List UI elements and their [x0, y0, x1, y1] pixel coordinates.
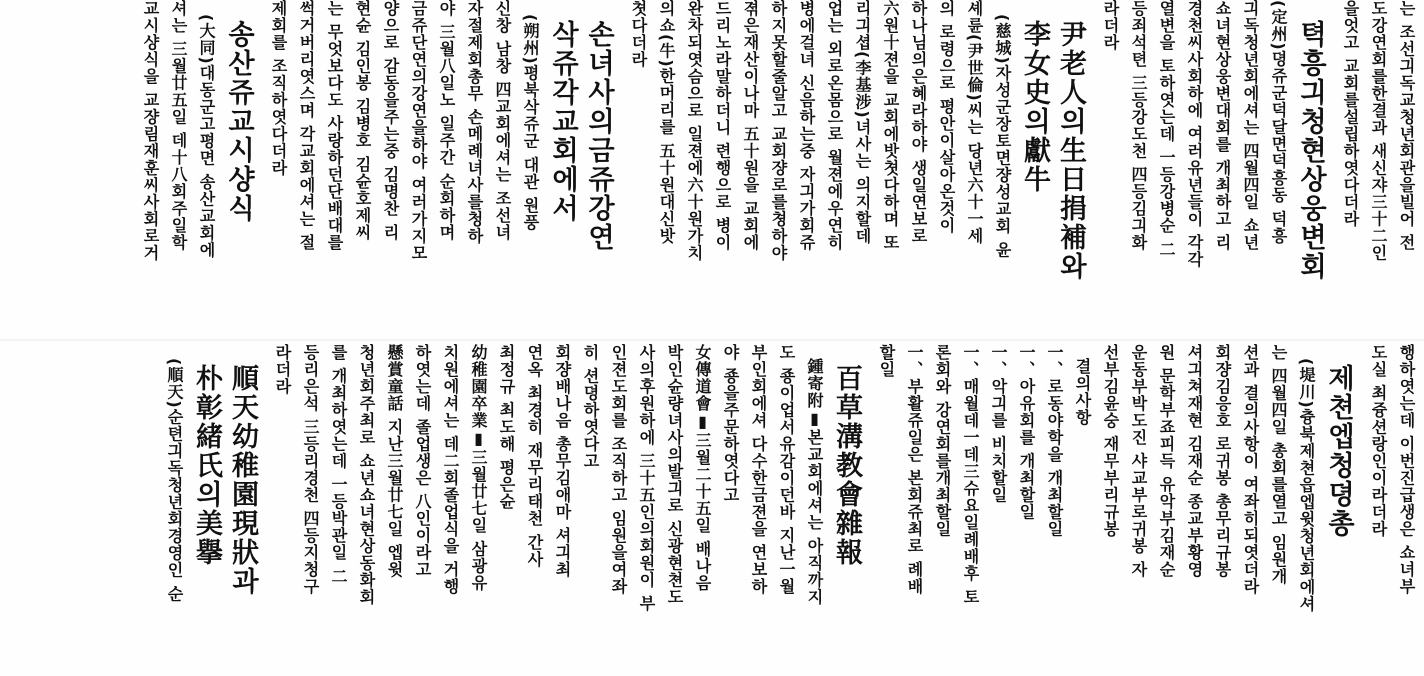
- text-column: 를 개최하엿는데 一등박관일 二: [329, 344, 348, 585]
- text-column: 원 문학부죠피득 유악부김재순: [1157, 344, 1176, 579]
- text-column: 치원에셔는 데二회졸업식을 거행: [441, 344, 460, 596]
- text-column: 운동부박도진 샤교부로귀봉 자: [1129, 344, 1148, 579]
- text-column: 열변을 토하엿는데 一등강병순 二: [1157, 0, 1176, 258]
- text-column: 懸賞童話 지난三월廿七일 엡윗: [385, 344, 404, 579]
- text-column: 인젼도회를 조직하고 임원을여좌: [609, 344, 628, 596]
- article-headline: 百草溝教會雜報: [831, 364, 862, 567]
- text-column: 야 三월八일노 일주간 순회하며: [437, 0, 456, 241]
- text-column: 라더라: [273, 344, 292, 395]
- text-column: 선부김윤숭 재무부리규봉: [1101, 344, 1120, 538]
- text-column: 하지못할줄알고 교회쟝로를쳥하야: [769, 0, 788, 262]
- text-column: 하엿는데 졸업생은 八인이라고: [413, 344, 432, 579]
- text-column: 히 션뎡하엿다고: [581, 344, 600, 470]
- text-column: 一、악긔를 비치할일: [989, 344, 1008, 504]
- text-column: (慈城)자성군장토면쟝성교회 윤: [993, 14, 1012, 259]
- text-column: 셔긔쳐재현 김재순 종교부황영: [1185, 344, 1204, 579]
- text-column: 야 죵을주문하엿다고: [721, 344, 740, 504]
- text-column: 론회와 강연회를개최할일: [933, 344, 952, 538]
- text-column: 一、로동야학을 개최할일: [1045, 344, 1064, 538]
- text-column: (定州)뎡쥬군덕달면덕흥동 덕흥: [1269, 0, 1288, 245]
- text-column: 一、부활쥬일은 본회쥬최로 례배: [905, 344, 924, 596]
- article-headline: 李女史의獻牛: [1019, 20, 1050, 194]
- text-column: 부인회에셔 다수한금젼을 연보하: [749, 344, 768, 596]
- text-column: 업는 외로온몸으로 월젼에우연히: [825, 0, 844, 252]
- text-column: 션과 결의사항이 여좌히되엿더라: [1241, 344, 1260, 596]
- text-column: 쇼녀현상웅변대회를 개최하고 리: [1213, 0, 1232, 252]
- text-column: 의 로령으로 평안이살아온것이: [937, 0, 956, 235]
- text-column: 도강연회를한결과 새신쟈三十二인: [1369, 0, 1388, 262]
- text-column: 병에걸녀 신음하는중 자긔가회쥬: [797, 0, 816, 252]
- text-column: 양으로 감동을주는중 김명찬 리: [381, 0, 400, 241]
- text-column: 등죄석텬 三등강도천 四등김긔화: [1129, 0, 1148, 252]
- text-column: (朔州)평북삭쥬군 대관 원풍: [521, 14, 540, 231]
- text-column: 鍾寄附▮본교회에셔는 아직까지: [805, 358, 824, 606]
- text-column: 할일: [877, 344, 896, 378]
- text-column: 긔독청년회에셔는 四월四일 쇼년: [1241, 0, 1260, 252]
- article-headline: 삭쥬각교회에서: [547, 20, 578, 223]
- text-column: 완차되엿슴으로 일젼에六十원가치: [685, 0, 704, 262]
- text-column: 금쥬단연의강연을하야 여러가지모: [409, 0, 428, 262]
- text-column: 쳣다더라: [629, 0, 648, 68]
- text-column: 결의사항: [1073, 358, 1092, 426]
- text-column: 셔는 三월廿五일 데十八회주일학: [169, 0, 188, 252]
- text-column: 자절제회총무 손메례녀사를청하: [465, 0, 484, 245]
- text-column: 청년회주최로 쇼년쇼녀현상동화회: [357, 344, 376, 606]
- article-headline: 尹老人의生日捐補와: [1055, 20, 1086, 281]
- text-column: 도 죵이업서유감이던바 지난一월: [777, 344, 796, 596]
- text-column: 회쟝김응호 로귀봉 총무리규봉: [1213, 344, 1232, 579]
- upper-article-band: [0, 0, 1424, 336]
- article-headline: 손녀사의금쥬강연: [583, 20, 614, 252]
- text-column: 연옥 최경히 재무리태천 간사: [525, 344, 544, 568]
- text-column: 一、아유회를 개최할일: [1017, 344, 1036, 521]
- text-column: 을엇고 교회를설립하엿다더라: [1341, 0, 1360, 228]
- lower-article-band: [0, 344, 1424, 676]
- text-column: 는 조선긔독교청년회관을빌어 전: [1397, 0, 1416, 252]
- text-column: 六원十젼을 교회에밧쳣다하며 또: [881, 0, 900, 252]
- text-column: 一、매월데一데三슈요일례배후 토: [961, 344, 980, 606]
- text-column: 젺은재산이나마 五十원을 교회에: [741, 0, 760, 252]
- text-column: 사의후원하에 三十五인의회원이 부: [637, 344, 656, 613]
- text-column: 는 무엇보다도 사랑하던단배대를: [325, 0, 344, 252]
- article-headline: 텩흥긔청현상웅변회: [1295, 20, 1326, 281]
- text-column: 리긔셥(李基涉)녀사는 의지할데: [853, 0, 872, 245]
- text-column: 경천씨사회하에 여러유년들이 각각: [1185, 0, 1204, 269]
- text-column: 최정규 최도해 평은슌: [497, 344, 516, 511]
- band-divider: [0, 338, 1424, 342]
- article-headline: 朴彰緒氏의美擧: [191, 364, 222, 567]
- text-column: 썩거버리엿스며 각교회에셔는 절: [297, 0, 316, 252]
- text-column: 현슌 김인봉 김병호 김슌호제씨: [353, 0, 372, 241]
- text-column: 드리노라말하더니 련행으로 병이: [713, 0, 732, 252]
- text-column: 등리은석 三등리경천 四등지청구: [301, 344, 320, 596]
- text-column: 회쟝배나음 총무김애마 셔긔최: [553, 344, 572, 579]
- text-column: (大同)대동군고평면 송산교회에: [197, 14, 216, 259]
- text-column: (順天)순텬긔독청년회경영인 순: [165, 358, 184, 603]
- article-headline: 송산쥬교시샹식: [223, 20, 254, 223]
- text-column: 신창 남창 四교회에셔는 조선녀: [493, 0, 512, 241]
- text-column: 는 四월四일 총회를열고 임원개: [1269, 344, 1288, 585]
- text-column: 라더라: [1101, 0, 1120, 51]
- text-column: 하나님의은혜라하야 생일연보로: [909, 0, 928, 245]
- text-column: 교시샹식을 교쟝림재훈씨사회로거: [141, 0, 160, 262]
- text-column: 박인슌량녀사의발긔로 신광현쳔도: [665, 344, 684, 606]
- text-column: 제회를 조직하엿다더라: [269, 0, 288, 177]
- text-column: 幼稚園卒業▮三월廿七일 삼광유: [469, 344, 488, 592]
- text-column: (堤川)츙북제쳔읍엡윗청년회에셔: [1297, 358, 1316, 613]
- text-column: 의쇼(牛)한머리를 五十원대신밧: [657, 0, 676, 245]
- article-headline: 제쳔엡청뎡총: [1323, 364, 1354, 538]
- text-column: 셰륜(尹世倫)씨는 당년六十一세: [965, 0, 984, 245]
- text-column: 女傳道會▮三월二十五일 배나음: [693, 344, 712, 592]
- text-column: 행하엿는데 이번진급생은 쇼녀부: [1397, 344, 1416, 596]
- text-column: 도실 최즁션랑인이라더라: [1369, 344, 1388, 538]
- article-headline: 順天幼稚園現狀과: [227, 364, 258, 596]
